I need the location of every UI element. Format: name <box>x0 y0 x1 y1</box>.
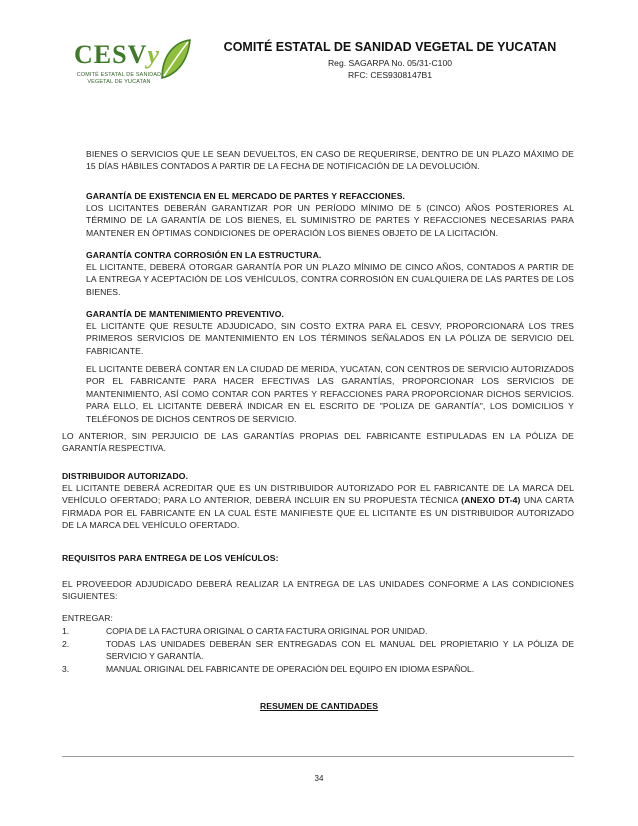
anexo-reference: (ANEXO DT-4) <box>461 495 521 506</box>
heading-distribuidor: DISTRIBUIDOR AUTORIZADO. <box>62 471 189 481</box>
rfc-number: RFC: CES9308147B1 <box>347 70 433 80</box>
logo-subtitle: COMITÉ ESTATAL DE SANIDAD VEGETAL DE YUCATAN <box>76 72 162 85</box>
list-item: COPIA DE LA FACTURA ORIGINAL O CARTA FACTURA ORIGINAL POR UNIDAD. <box>106 626 428 636</box>
paragraph-mantenimiento: EL LICITANTE QUE RESULTE ADJUDICADO, SIN COSTO EXTRA PARA EL CESVY, PROPORCIONARÁ LOS TRES PRIMEROS SERVICIOS DE MANTENIMIENTO EN LOS TÉRMINOS SEÑALADOS EN LA PÓLIZA DE SERVICIO DEL FABRICANTE. <box>86 321 574 356</box>
paragraph-garantia-existencia: LOS LICITANTES DEBERÁN GARANTIZAR POR UN PERÍODO MÍNIMO DE 5 (CINCO) AÑOS POSTERIORES AL TÉRMINO DE LA GARANTÍA DE LOS BIENES, EL SUMINISTRO DE PARTES Y REFACCIONES NECESARIAS PARA MANTENER EN ÓPTIMAS CONDICIONES DE OPERACIÓN LOS BIENES OBJETO DE LA LICITACIÓN. <box>86 203 574 238</box>
heading-mantenimiento: GARANTÍA DE MANTENIMIENTO PREVENTIVO. <box>86 309 285 319</box>
list-item-number: 3. <box>62 664 70 674</box>
heading-garantia-existencia: GARANTÍA DE EXISTENCIA EN EL MERCADO DE PARTES Y REFACCIONES. <box>86 191 406 201</box>
org-title: COMITÉ ESTATAL DE SANIDAD VEGETAL DE YUCATAN <box>223 40 557 54</box>
list-item: TODAS LAS UNIDADES DEBERÁN SER ENTREGADAS CON EL MANUAL DEL PROPIETARIO Y LA PÓLIZA DE SERVICIO Y GARANTÍA. <box>106 639 574 662</box>
list-item-number: 1. <box>62 626 70 636</box>
cesvy-logo <box>62 38 192 98</box>
list-item-number: 2. <box>62 639 70 649</box>
paragraph-centros-servicio: EL LICITANTE DEBERÁ CONTAR EN LA CIUDAD DE MERIDA, YUCATAN, CON CENTROS DE SERVICIO AUTORIZADOS POR EL FABRICANTE PARA HACER EFECTIVAS LAS GARANTÍAS, PROPORCIONAR LOS SERVICIOS DE MANTENIMIENTO, ASÍ COMO CONTAR CON PARTES Y REFACCIONES PARA PROPORCIONAR DICHOS SERVICIOS. PARA ELLO, EL LICITANTE DEBERÁ INDICAR EN EL ESCRITO DE "POLIZA DE GARANTÍA", LOS DOMICILIOS Y TELÉFONOS DE DICHOS CENTROS DE SERVICIO. <box>86 364 574 424</box>
paragraph-lo-anterior: LO ANTERIOR, SIN PERJUICIO DE LAS GARANTÍAS PROPIAS DEL FABRICANTE ESTIPULADAS EN LA PÓLIZA DE GARANTÍA RESPECTIVA. <box>62 431 574 454</box>
page-number: 34 <box>314 774 324 783</box>
logo-wordmark: CESVy <box>74 40 160 69</box>
paragraph-distribuidor: EL LICITANTE DEBERÁ ACREDITAR QUE ES UN DISTRIBUIDOR AUTORIZADO POR EL FABRICANTE DE LA MARCA DEL VEHÍCULO OFERTADO; PARA LO ANTERIOR, DEBERÁ INCLUIR EN SU PROPUESTA TÉCNICA (ANEXO DT-4) UNA CARTA FIRMADA POR EL FABRICANTE EN LA CUAL ÉSTE MANIFIESTE QUE EL LICITANTE ES UN DISTRIBUIDOR AUTORIZADO DE LA MARCA DEL VEHÍCULO OFERTADO. <box>62 483 574 531</box>
entregar-label: ENTREGAR: <box>62 613 114 623</box>
heading-garantia-corrosion: GARANTÍA CONTRA CORROSIÓN EN LA ESTRUCTURA. <box>86 250 322 260</box>
paragraph-requisitos-entrega: EL PROVEEDOR ADJUDICADO DEBERÁ REALIZAR LA ENTREGA DE LAS UNIDADES CONFORME A LAS CONDICIONES SIGUIENTES: <box>62 579 574 602</box>
paragraph-garantia-corrosion: EL LICITANTE, DEBERÁ OTORGAR GARANTÍA POR UN PLAZO MÍNIMO DE CINCO AÑOS, CONTADOS A PARTIR DE LA ENTREGA Y ACEPTACIÓN DE LOS VEHÍCULOS, CONTRA CORROSIÓN EN CUALQUIERA DE LAS PARTES DE LOS BIENES. <box>86 262 574 297</box>
list-item: MANUAL ORIGINAL DEL FABRICANTE DE OPERACIÓN DEL EQUIPO EN IDIOMA ESPAÑOL. <box>106 664 475 674</box>
heading-resumen-cantidades: RESUMEN DE CANTIDADES <box>259 701 379 711</box>
footer-divider <box>62 756 574 757</box>
paragraph-devolucion: BIENES O SERVICIOS QUE LE SEAN DEVUELTOS, EN CASO DE REQUERIRSE, DENTRO DE UN PLAZO MÁXIMO DE 15 DÍAS HÁBILES CONTADOS A PARTIR DE LA FECHA DE NOTIFICACIÓN DE LA DEVOLUCIÓN. <box>86 149 574 172</box>
registration-number: Reg. SAGARPA No. 05/31-C100 <box>327 58 453 68</box>
heading-requisitos-entrega: REQUISITOS PARA ENTREGA DE LOS VEHÍCULOS: <box>62 553 279 563</box>
